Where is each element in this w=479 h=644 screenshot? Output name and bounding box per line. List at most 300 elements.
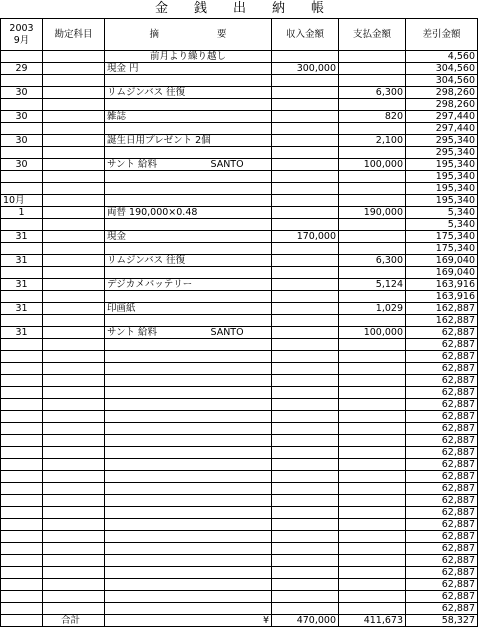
header-description-cell[interactable]	[105, 19, 272, 51]
description-cell[interactable]	[105, 171, 272, 183]
date-cell[interactable]: 30	[1, 135, 43, 147]
description-cell[interactable]	[105, 195, 272, 207]
expense-cell[interactable]	[339, 423, 406, 435]
income-cell[interactable]	[272, 291, 339, 303]
date-cell[interactable]: 29	[1, 63, 43, 75]
expense-cell[interactable]	[339, 399, 406, 411]
balance-cell[interactable]: 163,916	[406, 291, 478, 303]
description-cell[interactable]	[105, 519, 272, 531]
totals-date-cell[interactable]	[1, 615, 43, 627]
account-cell[interactable]	[43, 447, 105, 459]
account-cell[interactable]	[43, 243, 105, 255]
balance-cell[interactable]: 62,887	[406, 519, 478, 531]
account-cell[interactable]	[43, 219, 105, 231]
expense-cell[interactable]	[339, 471, 406, 483]
balance-cell[interactable]: 4,560	[406, 51, 478, 63]
account-cell[interactable]	[43, 471, 105, 483]
date-cell[interactable]	[1, 507, 43, 519]
balance-cell[interactable]: 62,887	[406, 591, 478, 603]
balance-cell[interactable]: 62,887	[406, 399, 478, 411]
balance-cell[interactable]: 62,887	[406, 387, 478, 399]
account-cell[interactable]	[43, 351, 105, 363]
description-cell[interactable]	[105, 183, 272, 195]
account-cell[interactable]	[43, 183, 105, 195]
date-cell[interactable]	[1, 363, 43, 375]
description-cell[interactable]	[105, 531, 272, 543]
account-cell[interactable]	[43, 303, 105, 315]
expense-cell[interactable]	[339, 51, 406, 63]
description-cell[interactable]	[105, 75, 272, 87]
description-cell[interactable]	[105, 243, 272, 255]
description-cell[interactable]	[105, 351, 272, 363]
expense-cell[interactable]	[339, 171, 406, 183]
header-balance[interactable]: 差引金額	[406, 19, 478, 51]
description-cell[interactable]	[105, 591, 272, 603]
expense-cell[interactable]	[339, 195, 406, 207]
account-cell[interactable]	[43, 423, 105, 435]
balance-cell[interactable]: 62,887	[406, 339, 478, 351]
date-cell[interactable]: 30	[1, 159, 43, 171]
income-cell[interactable]	[272, 111, 339, 123]
description-cell[interactable]	[105, 123, 272, 135]
date-cell[interactable]	[1, 459, 43, 471]
date-cell[interactable]	[1, 579, 43, 591]
account-cell[interactable]	[43, 327, 105, 339]
expense-cell[interactable]	[339, 339, 406, 351]
account-cell[interactable]	[43, 123, 105, 135]
date-cell[interactable]: 31	[1, 279, 43, 291]
date-cell[interactable]	[1, 219, 43, 231]
account-cell[interactable]	[43, 387, 105, 399]
date-cell[interactable]: 31	[1, 303, 43, 315]
description-cell[interactable]	[105, 159, 272, 171]
income-cell[interactable]	[272, 495, 339, 507]
expense-cell[interactable]	[339, 411, 406, 423]
description-cell[interactable]	[105, 279, 272, 291]
income-cell[interactable]	[272, 87, 339, 99]
date-cell[interactable]	[1, 387, 43, 399]
date-cell[interactable]	[1, 411, 43, 423]
balance-cell[interactable]: 195,340	[406, 195, 478, 207]
account-cell[interactable]	[43, 291, 105, 303]
income-cell[interactable]	[272, 255, 339, 267]
expense-cell[interactable]	[339, 123, 406, 135]
income-cell[interactable]	[272, 363, 339, 375]
account-cell[interactable]	[43, 207, 105, 219]
account-cell[interactable]	[43, 591, 105, 603]
date-cell[interactable]	[1, 75, 43, 87]
expense-cell[interactable]: 100,000	[339, 327, 406, 339]
description-cell[interactable]	[105, 339, 272, 351]
date-cell[interactable]: 1	[1, 207, 43, 219]
income-cell[interactable]	[272, 579, 339, 591]
income-cell[interactable]	[272, 279, 339, 291]
expense-cell[interactable]	[339, 147, 406, 159]
date-cell[interactable]	[1, 183, 43, 195]
account-cell[interactable]	[43, 231, 105, 243]
income-cell[interactable]	[272, 147, 339, 159]
balance-cell[interactable]: 62,887	[406, 471, 478, 483]
description-cell[interactable]	[105, 219, 272, 231]
balance-cell[interactable]: 195,340	[406, 159, 478, 171]
income-cell[interactable]	[272, 99, 339, 111]
expense-cell[interactable]	[339, 519, 406, 531]
income-cell[interactable]	[272, 171, 339, 183]
account-cell[interactable]	[43, 399, 105, 411]
expense-cell[interactable]	[339, 591, 406, 603]
income-cell[interactable]	[272, 51, 339, 63]
account-cell[interactable]	[43, 315, 105, 327]
expense-cell[interactable]	[339, 267, 406, 279]
expense-cell[interactable]	[339, 375, 406, 387]
income-cell[interactable]	[272, 219, 339, 231]
description-cell[interactable]	[105, 111, 272, 123]
balance-cell[interactable]: 62,887	[406, 543, 478, 555]
ledger-row	[1, 135, 478, 147]
balance-cell[interactable]: 62,887	[406, 411, 478, 423]
description-cell[interactable]	[105, 435, 272, 447]
description-cell[interactable]	[105, 483, 272, 495]
account-cell[interactable]	[43, 567, 105, 579]
income-cell[interactable]	[272, 411, 339, 423]
balance-cell[interactable]: 304,560	[406, 75, 478, 87]
account-cell[interactable]	[43, 483, 105, 495]
date-cell[interactable]: 30	[1, 111, 43, 123]
date-cell[interactable]	[1, 243, 43, 255]
expense-cell[interactable]: 6,300	[339, 87, 406, 99]
description-cell[interactable]	[105, 459, 272, 471]
income-cell[interactable]	[272, 603, 339, 615]
date-cell[interactable]: 31	[1, 255, 43, 267]
description-cell[interactable]	[105, 147, 272, 159]
description-cell[interactable]	[105, 207, 272, 219]
account-cell[interactable]	[43, 435, 105, 447]
expense-cell[interactable]: 100,000	[339, 159, 406, 171]
description-cell[interactable]	[105, 303, 272, 315]
description-cell[interactable]	[105, 507, 272, 519]
expense-cell[interactable]	[339, 63, 406, 75]
account-cell[interactable]	[43, 171, 105, 183]
account-cell[interactable]	[43, 579, 105, 591]
account-cell[interactable]	[43, 411, 105, 423]
totals-income[interactable]: 470,000	[272, 615, 339, 627]
income-cell[interactable]	[272, 459, 339, 471]
description-text: サント 給料	[107, 327, 158, 338]
balance-cell[interactable]: 62,887	[406, 459, 478, 471]
description-cell[interactable]	[105, 327, 272, 339]
account-cell[interactable]	[43, 507, 105, 519]
date-cell[interactable]	[1, 531, 43, 543]
date-cell[interactable]: 10月	[1, 195, 43, 207]
income-cell[interactable]	[272, 303, 339, 315]
date-cell[interactable]	[1, 291, 43, 303]
description-cell[interactable]	[105, 291, 272, 303]
income-cell[interactable]	[272, 507, 339, 519]
expense-cell[interactable]	[339, 75, 406, 87]
balance-cell[interactable]: 175,340	[406, 243, 478, 255]
account-cell[interactable]	[43, 75, 105, 87]
balance-cell[interactable]: 297,440	[406, 123, 478, 135]
account-cell[interactable]	[43, 603, 105, 615]
account-cell[interactable]	[43, 531, 105, 543]
expense-cell[interactable]	[339, 183, 406, 195]
date-cell[interactable]	[1, 591, 43, 603]
account-cell[interactable]	[43, 363, 105, 375]
account-cell[interactable]	[43, 195, 105, 207]
balance-cell[interactable]: 304,560	[406, 63, 478, 75]
account-cell[interactable]	[43, 159, 105, 171]
income-cell[interactable]	[272, 135, 339, 147]
date-cell[interactable]: 31	[1, 231, 43, 243]
expense-cell[interactable]	[339, 567, 406, 579]
income-cell[interactable]	[272, 375, 339, 387]
totals-expense[interactable]: 411,673	[339, 615, 406, 627]
balance-cell[interactable]: 169,040	[406, 255, 478, 267]
account-cell[interactable]	[43, 459, 105, 471]
account-cell[interactable]	[43, 495, 105, 507]
income-cell[interactable]	[272, 123, 339, 135]
description-cell[interactable]	[105, 87, 272, 99]
balance-cell[interactable]: 62,887	[406, 423, 478, 435]
description-cell[interactable]	[105, 63, 272, 75]
income-cell[interactable]	[272, 351, 339, 363]
income-cell[interactable]	[272, 207, 339, 219]
balance-cell[interactable]: 298,260	[406, 99, 478, 111]
balance-cell[interactable]: 62,887	[406, 579, 478, 591]
description-cell[interactable]	[105, 51, 272, 63]
date-cell[interactable]	[1, 315, 43, 327]
expense-cell[interactable]	[339, 291, 406, 303]
date-cell[interactable]	[1, 339, 43, 351]
description-cell[interactable]	[105, 387, 272, 399]
date-cell[interactable]	[1, 471, 43, 483]
account-cell[interactable]	[43, 99, 105, 111]
balance-cell[interactable]: 62,887	[406, 447, 478, 459]
balance-cell[interactable]: 163,916	[406, 279, 478, 291]
date-cell[interactable]	[1, 375, 43, 387]
balance-cell[interactable]: 62,887	[406, 483, 478, 495]
date-cell[interactable]	[1, 519, 43, 531]
income-cell[interactable]	[272, 435, 339, 447]
date-cell[interactable]	[1, 543, 43, 555]
income-cell[interactable]	[272, 483, 339, 495]
description-cell[interactable]	[105, 99, 272, 111]
income-cell[interactable]	[272, 315, 339, 327]
income-cell[interactable]	[272, 555, 339, 567]
expense-cell[interactable]	[339, 543, 406, 555]
expense-cell[interactable]	[339, 387, 406, 399]
income-cell[interactable]	[272, 447, 339, 459]
description-cell[interactable]	[105, 255, 272, 267]
income-cell[interactable]	[272, 339, 339, 351]
account-cell[interactable]	[43, 375, 105, 387]
expense-cell[interactable]	[339, 243, 406, 255]
income-cell[interactable]	[272, 567, 339, 579]
date-cell[interactable]	[1, 567, 43, 579]
description-cell[interactable]	[105, 543, 272, 555]
account-cell[interactable]	[43, 543, 105, 555]
description-cell[interactable]	[105, 267, 272, 279]
date-cell[interactable]	[1, 603, 43, 615]
income-cell[interactable]	[272, 159, 339, 171]
balance-cell[interactable]: 162,887	[406, 303, 478, 315]
balance-cell[interactable]: 298,260	[406, 87, 478, 99]
header-account[interactable]: 勘定科目	[43, 19, 105, 51]
description-cell[interactable]	[105, 399, 272, 411]
description-cell[interactable]	[105, 135, 272, 147]
account-cell[interactable]	[43, 555, 105, 567]
header-income[interactable]: 収入金額	[272, 19, 339, 51]
account-cell[interactable]	[43, 63, 105, 75]
income-cell[interactable]	[272, 471, 339, 483]
expense-cell[interactable]: 6,300	[339, 255, 406, 267]
balance-cell[interactable]: 295,340	[406, 147, 478, 159]
balance-cell[interactable]: 297,440	[406, 111, 478, 123]
description-cell[interactable]	[105, 411, 272, 423]
date-cell[interactable]	[1, 171, 43, 183]
income-cell[interactable]	[272, 267, 339, 279]
header-expense[interactable]: 支払金額	[339, 19, 406, 51]
date-cell[interactable]	[1, 435, 43, 447]
description-cell[interactable]	[105, 315, 272, 327]
expense-cell[interactable]	[339, 579, 406, 591]
balance-cell[interactable]: 5,340	[406, 219, 478, 231]
date-cell[interactable]	[1, 447, 43, 459]
account-cell[interactable]	[43, 339, 105, 351]
balance-cell[interactable]: 62,887	[406, 567, 478, 579]
expense-cell[interactable]	[339, 315, 406, 327]
description-cell[interactable]	[105, 579, 272, 591]
expense-cell[interactable]: 190,000	[339, 207, 406, 219]
totals-yen[interactable]: ¥	[105, 615, 272, 627]
totals-balance[interactable]: 58,327	[406, 615, 478, 627]
balance-cell[interactable]: 62,887	[406, 495, 478, 507]
income-cell[interactable]	[272, 387, 339, 399]
account-cell[interactable]	[43, 519, 105, 531]
balance-cell[interactable]: 62,887	[406, 603, 478, 615]
account-cell[interactable]	[43, 147, 105, 159]
balance-cell[interactable]: 62,887	[406, 555, 478, 567]
balance-cell[interactable]: 5,340	[406, 207, 478, 219]
account-cell[interactable]	[43, 51, 105, 63]
income-cell[interactable]	[272, 243, 339, 255]
date-cell[interactable]	[1, 147, 43, 159]
income-cell[interactable]	[272, 327, 339, 339]
description-cell[interactable]	[105, 567, 272, 579]
description-cell[interactable]	[105, 555, 272, 567]
balance-cell[interactable]: 195,340	[406, 171, 478, 183]
date-cell[interactable]	[1, 483, 43, 495]
account-cell[interactable]	[43, 279, 105, 291]
description-cell[interactable]	[105, 423, 272, 435]
income-cell[interactable]	[272, 183, 339, 195]
description-cell[interactable]	[105, 495, 272, 507]
date-cell[interactable]	[1, 399, 43, 411]
income-cell[interactable]	[272, 543, 339, 555]
date-cell[interactable]	[1, 495, 43, 507]
balance-cell[interactable]: 175,340	[406, 231, 478, 243]
balance-cell[interactable]: 62,887	[406, 435, 478, 447]
expense-cell[interactable]: 2,100	[339, 135, 406, 147]
expense-cell[interactable]	[339, 483, 406, 495]
account-cell[interactable]	[43, 111, 105, 123]
balance-cell[interactable]: 62,887	[406, 351, 478, 363]
date-cell[interactable]	[1, 51, 43, 63]
balance-cell[interactable]: 62,887	[406, 363, 478, 375]
ledger-row	[1, 327, 478, 339]
income-cell[interactable]	[272, 591, 339, 603]
expense-cell[interactable]	[339, 351, 406, 363]
balance-cell[interactable]: 62,887	[406, 531, 478, 543]
expense-cell[interactable]	[339, 531, 406, 543]
expense-cell[interactable]	[339, 507, 406, 519]
account-cell[interactable]	[43, 255, 105, 267]
date-cell[interactable]	[1, 267, 43, 279]
balance-cell[interactable]: 62,887	[406, 327, 478, 339]
expense-cell[interactable]	[339, 447, 406, 459]
income-cell[interactable]: 300,000	[272, 63, 339, 75]
description-cell[interactable]	[105, 471, 272, 483]
description-cell[interactable]	[105, 603, 272, 615]
account-cell[interactable]	[43, 87, 105, 99]
expense-cell[interactable]: 820	[339, 111, 406, 123]
description-cell[interactable]	[105, 363, 272, 375]
balance-cell[interactable]: 162,887	[406, 315, 478, 327]
date-cell[interactable]	[1, 123, 43, 135]
date-cell[interactable]	[1, 555, 43, 567]
header-date-cell[interactable]	[1, 19, 43, 51]
description-cell[interactable]	[105, 447, 272, 459]
date-cell[interactable]	[1, 99, 43, 111]
expense-cell[interactable]	[339, 219, 406, 231]
date-cell[interactable]	[1, 351, 43, 363]
expense-cell[interactable]	[339, 555, 406, 567]
balance-cell[interactable]: 62,887	[406, 375, 478, 387]
date-cell[interactable]	[1, 423, 43, 435]
expense-cell[interactable]	[339, 603, 406, 615]
ledger-row	[1, 123, 478, 135]
description-note: SANTO	[210, 327, 244, 338]
expense-cell[interactable]	[339, 363, 406, 375]
description-cell[interactable]	[105, 375, 272, 387]
income-cell[interactable]: 170,000	[272, 231, 339, 243]
description-cell[interactable]	[105, 231, 272, 243]
expense-cell[interactable]	[339, 459, 406, 471]
income-cell[interactable]	[272, 75, 339, 87]
income-cell[interactable]	[272, 519, 339, 531]
balance-cell[interactable]: 62,887	[406, 507, 478, 519]
account-cell[interactable]	[43, 135, 105, 147]
ledger-row	[1, 207, 478, 219]
balance-cell[interactable]: 295,340	[406, 135, 478, 147]
expense-cell[interactable]: 5,124	[339, 279, 406, 291]
income-cell[interactable]	[272, 531, 339, 543]
date-cell[interactable]: 31	[1, 327, 43, 339]
expense-cell[interactable]	[339, 495, 406, 507]
balance-cell[interactable]: 169,040	[406, 267, 478, 279]
account-cell[interactable]	[43, 267, 105, 279]
expense-cell[interactable]	[339, 231, 406, 243]
expense-cell[interactable]	[339, 435, 406, 447]
date-cell[interactable]: 30	[1, 87, 43, 99]
balance-cell[interactable]: 195,340	[406, 183, 478, 195]
income-cell[interactable]	[272, 423, 339, 435]
expense-cell[interactable]	[339, 99, 406, 111]
totals-label[interactable]: 合計	[43, 615, 105, 627]
income-cell[interactable]	[272, 195, 339, 207]
income-cell[interactable]	[272, 399, 339, 411]
expense-cell[interactable]: 1,029	[339, 303, 406, 315]
